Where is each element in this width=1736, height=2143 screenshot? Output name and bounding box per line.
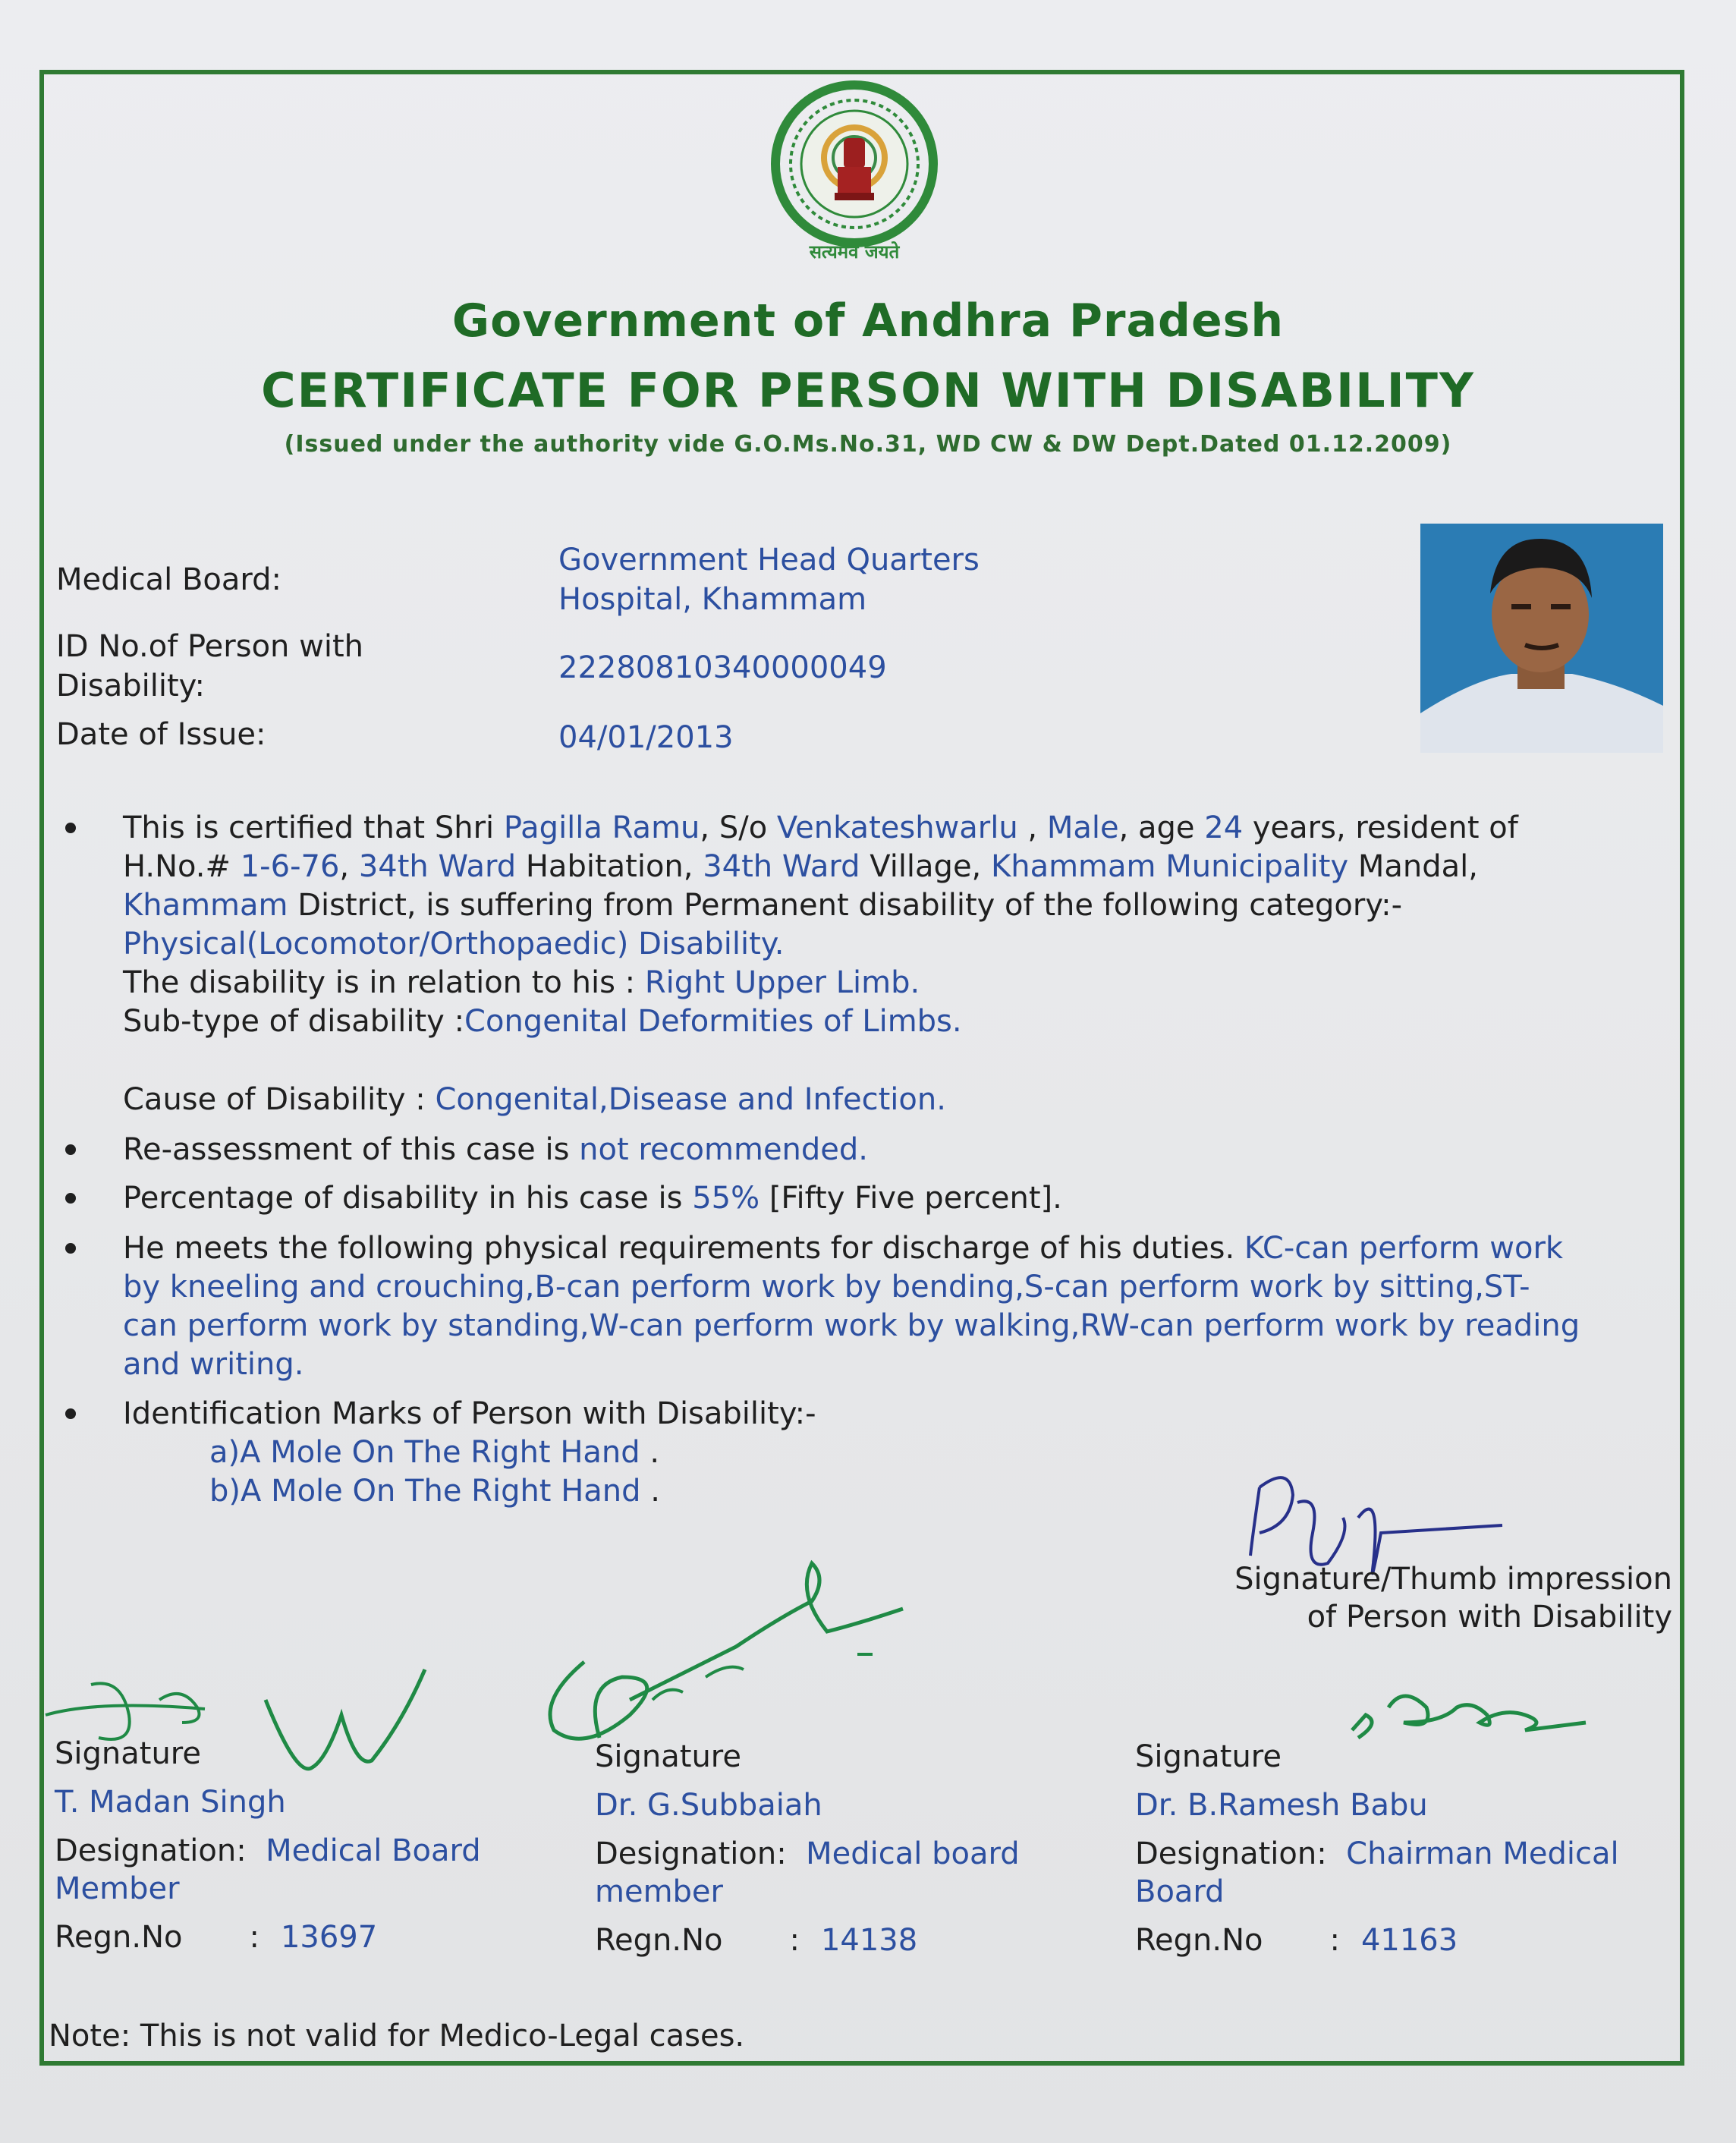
percentage-line: Percentage of disability in his case is 55% [Fifty Five percent]. [123, 1181, 1062, 1216]
medical-board-value-line1: Government Head Quarters [558, 543, 980, 577]
physical-requirements-paragraph: He meets the following physical requirements for discharge of his duties. KC-can perform work by kneeling and crouching,B-can perform work by bending,S-can perform work by sitting,ST- can perform work by standing,W-can perform work by walking,RW-can perform work by reading and writing. [123, 1231, 1580, 1382]
signatory-3: Signature Dr. B.Ramesh Babu Designation: Chairman Medical Board Regn.No : 41163 [1135, 1738, 1666, 1959]
bullet-3 [65, 1193, 76, 1204]
svg-text:सत्यमेव जयते: सत्यमेव जयते [809, 241, 900, 263]
signature-label: Signature [55, 1736, 201, 1771]
bullet-2 [65, 1144, 76, 1155]
identification-marks: Identification Marks of Person with Disability:- a)A Mole On The Right Hand . b)A Mole On The Right Hand . [123, 1396, 816, 1509]
certificate-title: CERTIFICATE FOR PERSON WITH DISABILITY [261, 363, 1475, 418]
signatory-name: Dr. G.Subbaiah [595, 1788, 822, 1823]
cause-of-disability: Cause of Disability : Congenital,Disease and Infection. [123, 1082, 946, 1117]
ap-state-emblem-icon [768, 79, 941, 270]
date-of-issue-value: 04/01/2013 [558, 720, 734, 755]
signatory-1: Signature T. Madan Singh Designation: Medical Board Member Regn.No : 13697 [55, 1735, 540, 1956]
reassessment-line: Re-assessment of this case is not recommended. [123, 1132, 869, 1167]
medical-board-value-line2: Hospital, Khammam [558, 582, 867, 617]
medical-board-label: Medical Board: [56, 562, 281, 597]
signatory-name: T. Madan Singh [55, 1785, 286, 1820]
signatory-name: Dr. B.Ramesh Babu [1135, 1788, 1428, 1823]
signatory-2: Signature Dr. G.Subbaiah Designation: Medical board member Regn.No : 14138 [595, 1738, 1080, 1959]
signature-label: Signature [1135, 1739, 1282, 1774]
certification-paragraph: This is certified that Shri Pagilla Ramu, S/o Venkateshwarlu , Male, age 24 years, resident of H.No.# 1-6-76, 34th Ward Habitation, 34th Ward Village, Khammam Municipality Mandal, Khammam District, is suffering from Permanent disability of the following category:- Physical(Locomotor/Orthopaedic) Disability. The disability is in relation to his : Right Upper Limb. Sub-type of disability :Congenital Deformities of Limbs. [123, 810, 1518, 1039]
bullet-5 [65, 1408, 76, 1419]
signature-scribble-2 [539, 1548, 918, 1761]
id-number-value: 22280810340000049 [558, 650, 887, 685]
id-label-line1: ID No.of Person with [56, 629, 363, 664]
authority-line: (Issued under the authority vide G.O.Ms.No.31, WD CW & DW Dept.Dated 01.12.2009) [284, 431, 1452, 458]
person-photo [1420, 524, 1663, 753]
government-title: Government of Andhra Pradesh [451, 294, 1285, 348]
validity-note: Note: This is not valid for Medico-Legal cases. [49, 2019, 745, 2053]
date-of-issue-label: Date of Issue: [56, 717, 266, 752]
bullet-4 [65, 1243, 76, 1254]
id-label-line2: Disability: [56, 669, 205, 703]
bullet-1 [65, 823, 76, 833]
signature-label: Signature [595, 1739, 741, 1774]
person-signature-caption: Signature/Thumb impression of Person with Disability [1234, 1562, 1672, 1635]
